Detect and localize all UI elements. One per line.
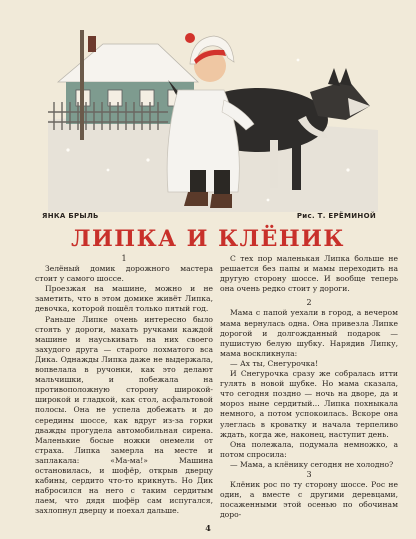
right-column (220, 254, 398, 520)
credits-row (42, 212, 376, 224)
illustrator-credit: Рис. Т. ЕРЁМИНОЙ (296, 212, 376, 220)
story-title: ЛИПКА И КЛЁНИК (71, 226, 345, 252)
page-number: 4 (205, 523, 211, 533)
left-column (35, 254, 213, 516)
paragraph: С тех пор маленькая Липка больше не решается без папы и мамы переходить на другую сторону шоссе. И вообще теперь она очень редко стоит у дороги. (220, 254, 398, 294)
illustration-girl-and-dog (48, 20, 378, 212)
paragraph: Она полежала, подумала немножко, а потом спросила: (220, 439, 398, 459)
author-credit: ЯНКА БРЫЛЬ (42, 212, 99, 220)
section-number: 2 (306, 298, 312, 308)
section-number: 3 (306, 469, 312, 479)
paragraph: Проезжая на машине, можно и не заметить, что в этом домике живёт Липка, девочка, которой пошёл только пятый год. (35, 284, 213, 314)
section-number: 1 (121, 254, 127, 263)
paragraph: И Снегурочка сразу же собралась итти гулять в новой шубке. Но мама сказала, что сегодня поздно — ночь на дворе, да и мороз ныне сердитый... Липка похныкала немного, а потом успокоилась. Вскоре она улеглась в кроватку и начала терпеливо ждать, когда же, наконец, наступит день. (220, 369, 398, 439)
paragraph: Мама с папой уехали в город, а вечером мама вернулась одна. Она привезла Липке дорогой и долгожданный подарок — пушистую белую шубку. Нарядив Липку, мама воскликнула: (220, 308, 398, 358)
paragraph: — Мама, а клёнику сегодня не холодно? (230, 459, 394, 469)
paragraph: Клёник рос по ту сторону шоссе. Рос не один, а вместе с другими деревцами, посаженными этой осенью по обочинам доро- (220, 480, 398, 520)
paragraph: Зелёный домик дорожного мастера стоит у самого шоссе. (35, 264, 213, 284)
paragraph: — Ах ты, Снегурочка! (230, 358, 319, 368)
paragraph: Раньше Липке очень интересно было стоять у дороги, махать ручками каждой машине и науськивать на них своего захудого друга — старого лохматого вса Дика. Однажды Липка даже не выдержала, вопвелала в ручонки, как это делают мальчишки, и побежала на противоположную сторону широкой-широкой и гладкой, как стол, асфальтовой полосы. Она не успела добежать и до середины шоссе, как вдруг из-за горки дважды прогудела автомобильная сирена. Маленькие босые ножки онемели от страха. Липка замерла на месте и заплакала: «Ма-ма!» Машина остановилась, и шофёр, открыв дверцу кабины, сердито что-то крикнуть. Но Дик набросился на него с таким сердитым лаем, что дядя шофёр сам испугался, захлопнул дверцу и поехал дальше. (35, 314, 213, 516)
